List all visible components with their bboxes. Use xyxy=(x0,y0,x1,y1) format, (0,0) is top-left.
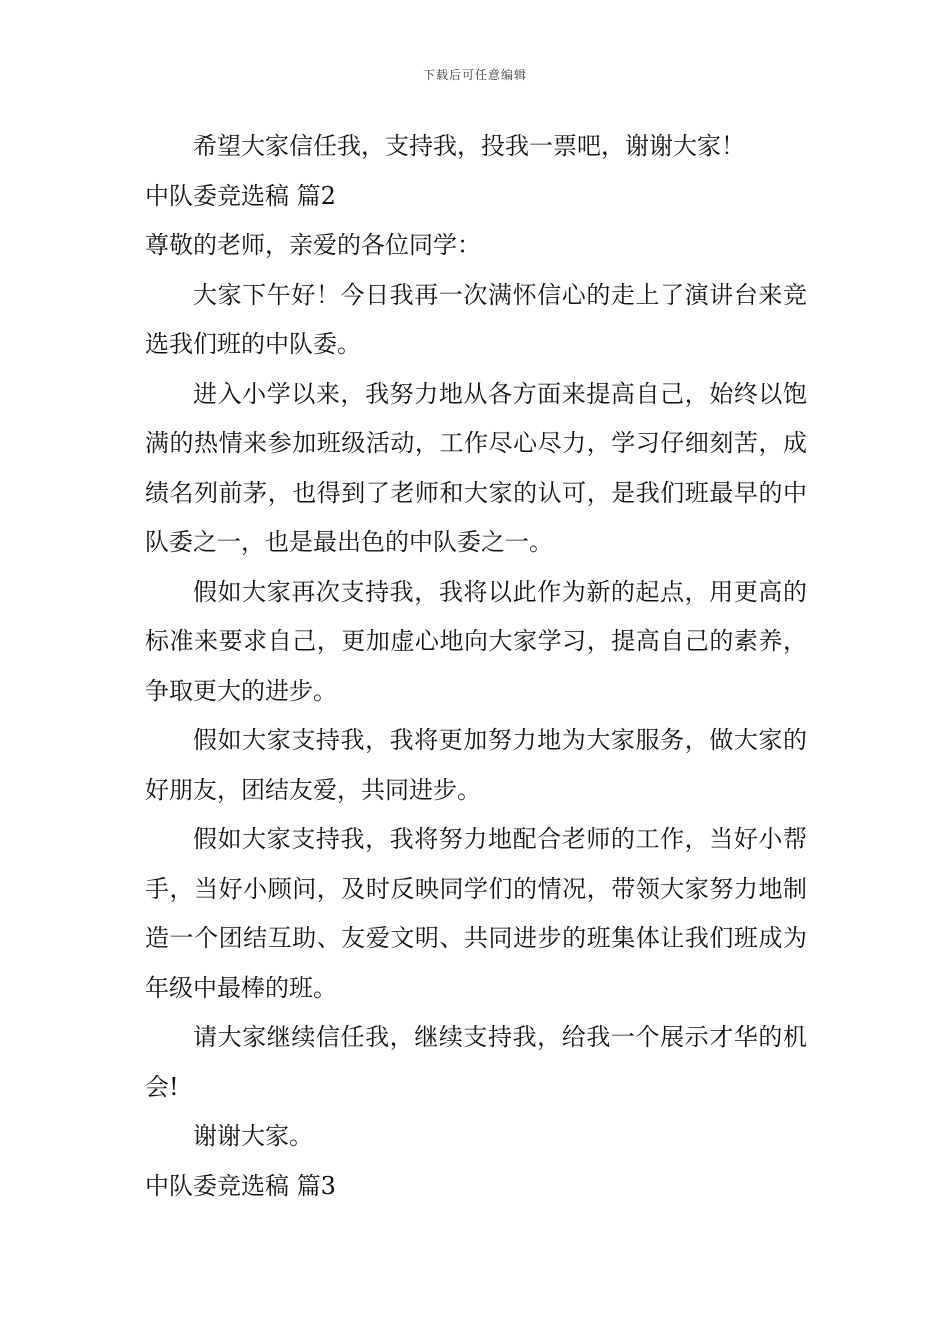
salutation: 尊敬的老师，亲爱的各位同学： xyxy=(145,231,481,259)
paragraph-teacher-help: 假如大家支持我，我将努力地配合老师的工作，当好小帮手，当好小顾问，及时反映同学们的情况，带领大家努力地制造一个团结互助、友爱文明、共同进步的班集体让我们班成为年级中最棒的班。 xyxy=(145,825,807,1002)
paragraph-greeting: 大家下午好！今日我再一次满怀信心的走上了演讲台来竞选我们班的中队委。 xyxy=(145,280,807,358)
paragraph-service: 假如大家支持我，我将更加努力地为大家服务，做大家的好朋友，团结友爱，共同进步。 xyxy=(145,726,807,804)
paragraph-thanks: 谢谢大家。 xyxy=(193,1122,313,1150)
paragraph-new-start: 假如大家再次支持我，我将以此作为新的起点，用更高的标准来要求自己，更加虚心地向大家学习，提高自己的素养，争取更大的进步。 xyxy=(145,577,807,705)
document-body xyxy=(145,122,807,1211)
paragraph-achievements: 进入小学以来，我努力地从各方面来提高自己，始终以饱满的热情来参加班级活动，工作尽心尽力，学习仔细刻苦，成绩名列前茅，也得到了老师和大家的认可，是我们班最早的中队委之一，也是最出色的中队委之一。 xyxy=(145,379,807,556)
page-header-watermark: 下载后可任意编辑 xyxy=(422,68,527,82)
section-heading-3: 中队委竞选稿 篇3 xyxy=(145,1171,336,1200)
section-heading-2: 中队委竞选稿 篇2 xyxy=(145,181,336,210)
paragraph-closing-appeal: 希望大家信任我，支持我，投我一票吧，谢谢大家！ xyxy=(193,132,745,160)
paragraph-request: 请大家继续信任我，继续支持我，给我一个展示才华的机会! xyxy=(145,1023,807,1101)
